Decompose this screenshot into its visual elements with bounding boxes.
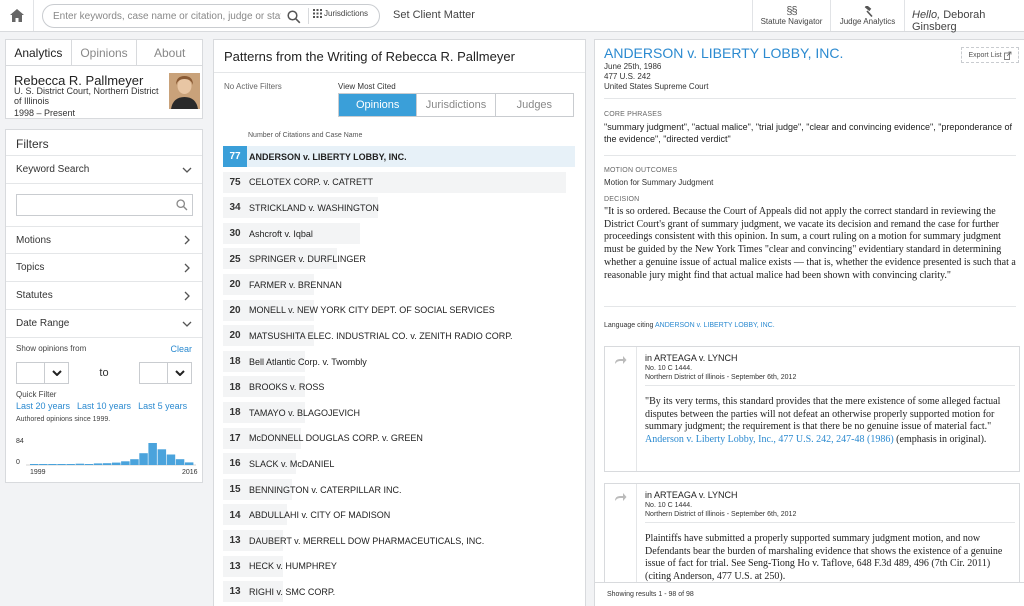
histogram-bar [85, 464, 94, 465]
judge-photo [169, 73, 200, 109]
judge-court: U. S. District Court, Northern District of Illinois [14, 86, 159, 106]
core-phrases-label: CORE PHRASES [604, 111, 663, 118]
histogram-bar [167, 455, 176, 466]
home-icon [10, 9, 24, 22]
cited-case-name: HECK v. HUMPHREY [249, 561, 337, 572]
cited-case-row[interactable] [223, 170, 575, 196]
histogram-bar [30, 464, 39, 465]
citing-case-quote [645, 522, 1015, 583]
motions-label: Motions [16, 234, 52, 246]
tab-opinions[interactable]: Opinions [72, 40, 138, 65]
clear-link[interactable]: Clear [170, 344, 192, 354]
case-title[interactable]: ANDERSON v. LIBERTY LOBBY, INC. [604, 45, 844, 61]
judge-analytics-button[interactable] [830, 0, 904, 31]
judge-years: 1998 – Present [14, 108, 76, 118]
chevron-right-icon [182, 235, 192, 245]
cited-case-row[interactable] [223, 400, 575, 426]
cited-case-row[interactable] [223, 246, 575, 272]
caret-down-icon [52, 370, 62, 376]
histogram-bar [185, 462, 194, 465]
jurisdictions-label: Jurisdictions [324, 9, 369, 18]
histogram-bar [57, 464, 66, 465]
filter-motions[interactable] [6, 226, 202, 254]
citing-case-quote [645, 385, 1015, 446]
citing-case-side [605, 347, 637, 471]
reply-arrow-icon[interactable] [614, 355, 627, 365]
quote-tail: (emphasis in original). [896, 433, 987, 445]
cited-case-row[interactable] [223, 221, 575, 247]
histogram-bar [48, 464, 57, 465]
user-name: Deborah Ginsberg [912, 9, 986, 33]
search-divider [308, 8, 309, 24]
citing-case-heading [645, 490, 738, 500]
cited-case-name: RIGHI v. SMC CORP. [249, 586, 336, 597]
cited-case-name: Ashcroft v. Iqbal [249, 228, 313, 239]
cited-case-name: MONELL v. NEW YORK CITY DEPT. OF SOCIAL SERVICES [249, 305, 495, 316]
tab-about[interactable]: About [154, 46, 186, 60]
segment-jurisdictions[interactable]: Jurisdictions [417, 94, 495, 116]
home-button[interactable] [0, 0, 34, 31]
statute-navigator-button[interactable] [752, 0, 830, 31]
citation-count: 18 [229, 407, 241, 419]
citation-count: 15 [229, 484, 241, 496]
language-citing [604, 322, 775, 329]
left-tabs [6, 40, 202, 66]
cited-case-name: Bell Atlantic Corp. v. Twombly [249, 356, 367, 367]
cited-case-name: SPRINGER v. DURFLINGER [249, 254, 366, 265]
histogram-y-max: 84 [16, 438, 24, 445]
cited-case-row[interactable] [223, 554, 575, 580]
export-list-label: Export List [968, 51, 1002, 59]
citation-count: 17 [229, 432, 241, 444]
show-opinions-label: Show opinions from [16, 344, 87, 353]
segment-judges[interactable]: Judges [516, 99, 553, 111]
cited-case-name: CELOTEX CORP. v. CATRETT [249, 177, 374, 188]
cited-case-name: MATSUSHITA ELEC. INDUSTRIAL CO. v. ZENITH RADIO CORP. [249, 330, 513, 341]
histogram-y-min: 0 [16, 459, 20, 466]
search-input[interactable] [53, 8, 281, 24]
case-detail-panel [594, 39, 1024, 606]
citing-case-card [604, 483, 1020, 586]
citation-count: 34 [229, 202, 241, 214]
citing-case-number: No. 10 C 1444. [645, 365, 693, 372]
case-citation: 477 U.S. 242 [604, 72, 651, 81]
patterns-divider [214, 72, 585, 73]
cited-case-row[interactable] [223, 272, 575, 298]
cited-case-name: DAUBERT v. MERRELL DOW PHARMACEUTICALS, INC. [249, 535, 485, 546]
filter-topics[interactable] [6, 254, 202, 282]
tab-analytics[interactable]: Analytics [6, 40, 72, 65]
date-selects [6, 362, 202, 384]
export-list-button[interactable] [961, 47, 1019, 63]
motion-outcomes-label: MOTION OUTCOMES [604, 167, 678, 174]
results-footer: Showing results 1 - 98 of 98 [595, 582, 1024, 606]
cited-case-row[interactable] [223, 477, 575, 503]
search-icon[interactable] [287, 10, 301, 24]
histogram-bar [112, 463, 121, 465]
histogram-bar [94, 463, 103, 465]
cited-cases-list [223, 144, 575, 605]
chevron-right-icon [182, 291, 192, 301]
quick-filter-10-years[interactable]: Last 10 years [77, 401, 132, 411]
citation-count: 20 [229, 279, 241, 291]
segment-opinions[interactable]: Opinions [339, 94, 417, 116]
cited-case-name: McDONNELL DOUGLAS CORP. v. GREEN [249, 433, 423, 444]
authored-opinions-label: Authored opinions since 1999. [16, 416, 111, 423]
citing-case-card [604, 346, 1020, 472]
cited-case-row[interactable] [223, 528, 575, 554]
gavel-icon [862, 6, 874, 17]
cited-case-row[interactable] [223, 579, 575, 605]
chevron-right-icon [182, 263, 192, 273]
citation-count: 75 [229, 176, 241, 188]
quick-filter-label: Quick Filter [16, 390, 57, 399]
histogram-bar [76, 464, 85, 465]
export-icon [1004, 51, 1012, 60]
citing-case-court-date: Northern District of Illinois - September 6th, 2012 [645, 511, 797, 518]
quote-citation-link[interactable]: Anderson v. Liberty Lobby, Inc., 477 U.S. 242, 247-48 (1986) [645, 433, 894, 445]
judge-name: Rebecca R. Pallmeyer [14, 73, 144, 88]
citation-count: 18 [229, 356, 241, 368]
statutes-label: Statutes [16, 290, 53, 301]
search-icon[interactable] [176, 199, 188, 211]
citation-count: 13 [229, 535, 241, 547]
caret-down-icon [175, 370, 185, 376]
decision-text: "It is so ordered. Because the Court of Appeals did not apply the correct standard in reviewing the District Court's grant of summary judgment, we vacate its decision and remand the case for further proceedings consistent with this opinion. In sum, a court ruling on a motion for summary judgment must be guided by the New York Times "clear and convincing" evidentiary standard in determining whether a genuine issue of actual malice exists — that is, whether the evidence presented is such that a reasonable jury might find that actual malice had been shown with convincing clarity." [604, 206, 1016, 281]
histogram-x-start: 1999 [30, 469, 46, 476]
section-icon: §§ [786, 5, 797, 17]
top-divider [904, 0, 905, 31]
cited-case-row[interactable] [223, 451, 575, 477]
citation-count: 13 [229, 586, 241, 598]
cited-case-name: FARMER v. BRENNAN [249, 279, 342, 290]
filter-date-range[interactable] [6, 310, 202, 338]
case-date: June 25th, 1986 [604, 62, 662, 71]
histogram-bar [139, 453, 148, 465]
date-to-toggle[interactable] [167, 363, 191, 383]
show-opinions-row [6, 344, 202, 354]
filters-title: Filters [6, 130, 202, 156]
divider [604, 155, 1016, 156]
citations-column-header: Number of Citations and Case Name [248, 132, 363, 139]
chevron-down-icon [182, 319, 192, 329]
citing-case-name[interactable]: ARTEAGA v. LYNCH [654, 490, 738, 500]
topics-label: Topics [16, 262, 45, 273]
cited-case-name: BENNINGTON v. CATERPILLAR INC. [249, 484, 402, 495]
quick-filter-links [6, 401, 202, 411]
citation-count: 16 [229, 458, 241, 470]
filters-panel [5, 129, 203, 483]
citing-case-court-date: Northern District of Illinois - September 6th, 2012 [645, 374, 797, 381]
keyword-search-input[interactable] [17, 195, 167, 215]
patterns-panel [213, 39, 586, 606]
citing-case-number: No. 10 C 1444. [645, 502, 693, 509]
cited-case-row[interactable] [223, 349, 575, 375]
citation-count: 30 [229, 228, 241, 240]
grid-icon [313, 9, 322, 18]
cited-case-row[interactable] [223, 144, 575, 170]
citation-count: 20 [229, 304, 241, 316]
histogram-bar [121, 461, 130, 465]
quote-text: Plaintiffs have submitted a properly supported summary judgment motion, and now Defendants bear the burden of marshaling evidence that shows the existence of a genuine issue of fact for trial. See Seng-Tiong Ho v. Taflove, 648 F.3d 489, 496 (7th Cir. 2011) (citing Anderson, 477 U.S. at 250). [645, 533, 1003, 582]
language-citing-prefix: Language citing [604, 322, 654, 329]
citing-in-label: in [645, 490, 653, 500]
histogram-bar [176, 459, 185, 465]
citation-count: 77 [223, 146, 247, 167]
chevron-down-icon [182, 165, 192, 175]
date-range-label: Date Range [16, 318, 70, 329]
greeting-hello: Hello, [912, 9, 941, 21]
cited-case-row[interactable] [223, 323, 575, 349]
cited-case-name: BROOKS v. ROSS [249, 382, 325, 393]
histogram-bar [130, 459, 139, 465]
case-court: United States Supreme Court [604, 82, 709, 91]
date-from-toggle[interactable] [44, 363, 68, 383]
cited-case-name: STRICKLAND v. WASHINGTON [249, 202, 379, 213]
citation-count: 20 [229, 330, 241, 342]
patterns-title: Patterns from the Writing of Rebecca R. Pallmeyer [224, 49, 515, 64]
reply-arrow-icon[interactable] [614, 492, 627, 502]
cited-case-row[interactable] [223, 298, 575, 324]
judge-card [5, 39, 203, 119]
cited-case-row[interactable] [223, 426, 575, 452]
histogram-x-end: 2016 [182, 469, 198, 476]
statute-navigator-label: Statute Navigator [760, 17, 823, 26]
set-client-matter-link[interactable]: Set Client Matter [393, 9, 475, 21]
date-to-select[interactable] [139, 362, 192, 384]
jurisdictions-button[interactable] [313, 9, 368, 18]
quote-text: "By its very terms, this standard provides that the mere existence of some alleged factual disputes between the parties will not defeat an otherwise properly supported motion for summary judgment; the requirement is that there be no genuine issue of material fact." [645, 396, 1001, 432]
cited-case-row[interactable] [223, 195, 575, 221]
motion-outcome: Motion for Summary Judgment [604, 178, 714, 187]
no-active-filters: No Active Filters [224, 82, 282, 91]
citation-count: 14 [229, 509, 241, 521]
cited-case-name: TAMAYO v. BLAGOJEVICH [249, 407, 361, 418]
histogram-bar [66, 464, 75, 465]
quick-filter-20-years[interactable]: Last 20 years [16, 401, 71, 411]
histogram-bars [30, 443, 193, 465]
histogram-bar [148, 443, 157, 465]
histogram-bar [103, 463, 112, 465]
search-box [42, 4, 380, 28]
language-citing-case-link[interactable]: ANDERSON v. LIBERTY LOBBY, INC. [655, 322, 775, 329]
authored-opinions-histogram[interactable] [10, 436, 200, 476]
divider [604, 306, 1016, 307]
view-most-cited-label: View Most Cited [338, 82, 396, 91]
keyword-search-field [16, 194, 193, 216]
cited-case-row[interactable] [223, 502, 575, 528]
citation-count: 18 [229, 381, 241, 393]
cited-case-name: ANDERSON v. LIBERTY LOBBY, INC. [249, 151, 407, 162]
filter-keyword-search[interactable] [6, 156, 202, 184]
to-label: to [99, 367, 109, 379]
top-bar [0, 0, 1024, 32]
histogram-bar [158, 449, 167, 465]
cited-case-name: ABDULLAHI v. CITY OF MADISON [249, 510, 391, 521]
citing-in-label: in [645, 353, 653, 363]
core-phrases: "summary judgment", "actual malice", "trial judge", "clear and convincing evidence", "preponderance of the evidence", "directed verdict" [604, 122, 1012, 144]
keyword-search-label: Keyword Search [16, 164, 90, 175]
cited-case-name: SLACK v. McDANIEL [249, 458, 335, 469]
view-most-cited-toggle [338, 93, 574, 117]
citation-count: 25 [229, 253, 241, 265]
date-from-select[interactable] [16, 362, 69, 384]
quick-filter-5-years[interactable]: Last 5 years [138, 401, 188, 411]
citing-case-side [605, 484, 637, 585]
filter-statutes[interactable] [6, 282, 202, 310]
divider [604, 98, 1016, 99]
citation-count: 13 [229, 560, 241, 572]
citing-case-heading [645, 353, 738, 363]
decision-label: DECISION [604, 196, 640, 203]
histogram-bar [39, 464, 48, 465]
citing-case-name[interactable]: ARTEAGA v. LYNCH [654, 353, 738, 363]
user-greeting[interactable] [912, 9, 1024, 33]
judge-analytics-label: Judge Analytics [839, 16, 896, 26]
cited-case-row[interactable] [223, 374, 575, 400]
